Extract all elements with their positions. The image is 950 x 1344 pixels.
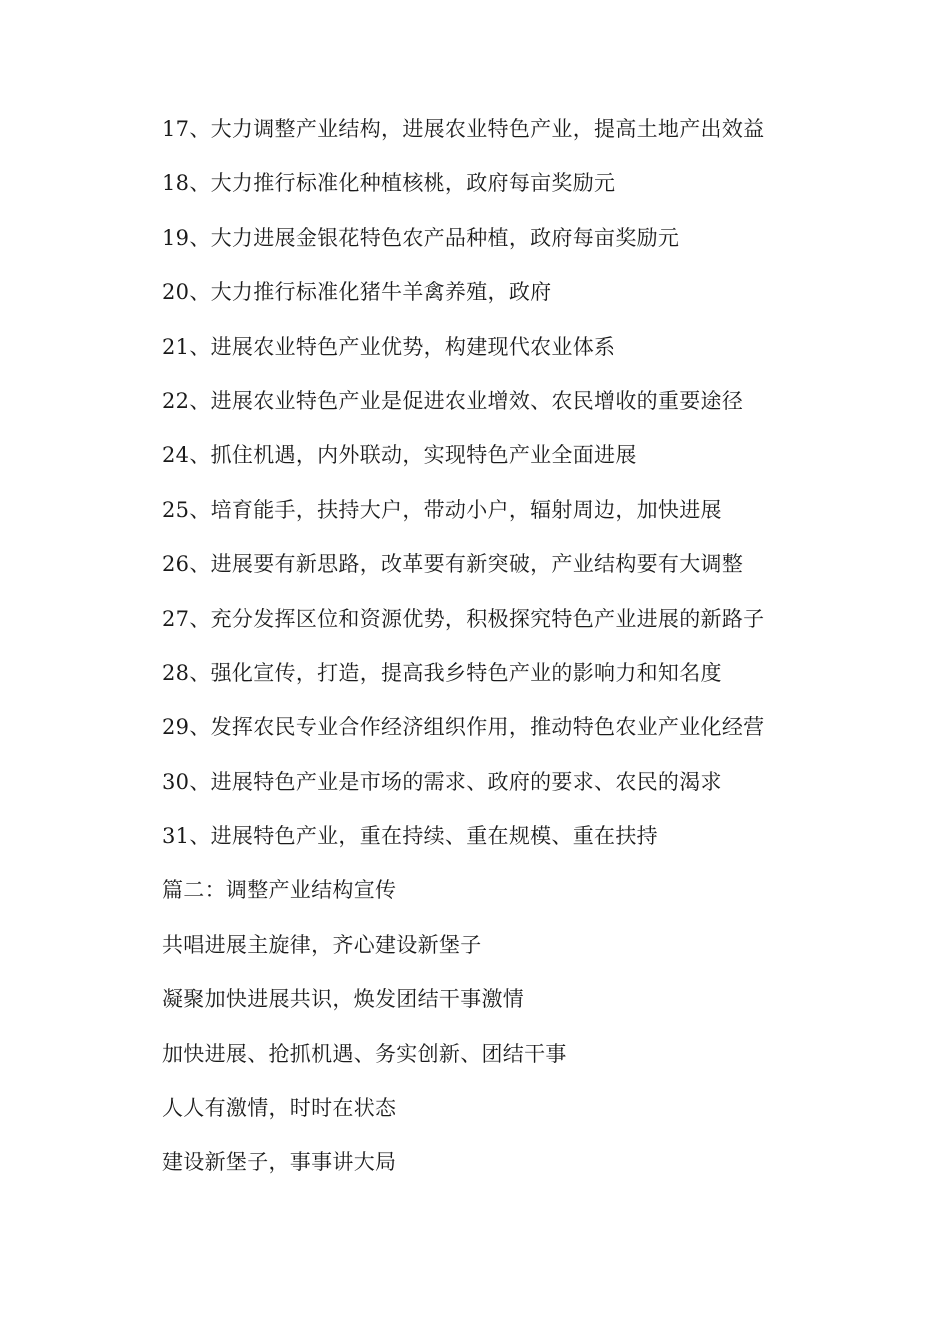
section-heading: 篇二：调整产业结构宣传 (162, 878, 397, 903)
text-line: 24、抓住机遇，内外联动，实现特色产业全面进展 (162, 443, 637, 468)
text-line: 凝聚加快进展共识，焕发团结干事激情 (162, 987, 525, 1012)
text-line: 18、大力推行标准化种植核桃，政府每亩奖励元 (162, 171, 616, 196)
text-line: 25、培育能手，扶持大户，带动小户，辐射周边，加快进展 (162, 497, 722, 522)
text-line: 共唱进展主旋律，齐心建设新堡子 (162, 932, 482, 957)
text-line: 31、进展特色产业，重在持续、重在规模、重在扶持 (162, 824, 658, 849)
text-line: 29、发挥农民专业合作经济组织作用，推动特色农业产业化经营 (162, 715, 765, 740)
text-line: 20、大力推行标准化猪牛羊禽养殖，政府 (162, 280, 552, 305)
text-line: 建设新堡子，事事讲大局 (162, 1150, 397, 1175)
text-line: 26、进展要有新思路，改革要有新突破，产业结构要有大调整 (162, 552, 744, 577)
text-line: 17、大力调整产业结构，进展农业特色产业，提高土地产出效益 (162, 117, 765, 141)
text-line: 加快进展、抢抓机遇、务实创新、团结干事 (162, 1041, 567, 1066)
text-line: 27、充分发挥区位和资源优势，积极探究特色产业进展的新路子 (162, 606, 765, 631)
text-line: 19、大力进展金银花特色农产品种植，政府每亩奖励元 (162, 225, 680, 250)
text-line: 30、进展特色产业是市场的需求、政府的要求、农民的渴求 (162, 769, 722, 794)
text-line: 人人有激情，时时在状态 (162, 1096, 397, 1121)
document-body (162, 112, 882, 1200)
text-line: 22、进展农业特色产业是促进农业增效、农民增收的重要途径 (162, 388, 744, 413)
text-line: 28、强化宣传，打造，提高我乡特色产业的影响力和知名度 (162, 660, 722, 685)
text-line: 21、进展农业特色产业优势，构建现代农业体系 (162, 334, 616, 359)
